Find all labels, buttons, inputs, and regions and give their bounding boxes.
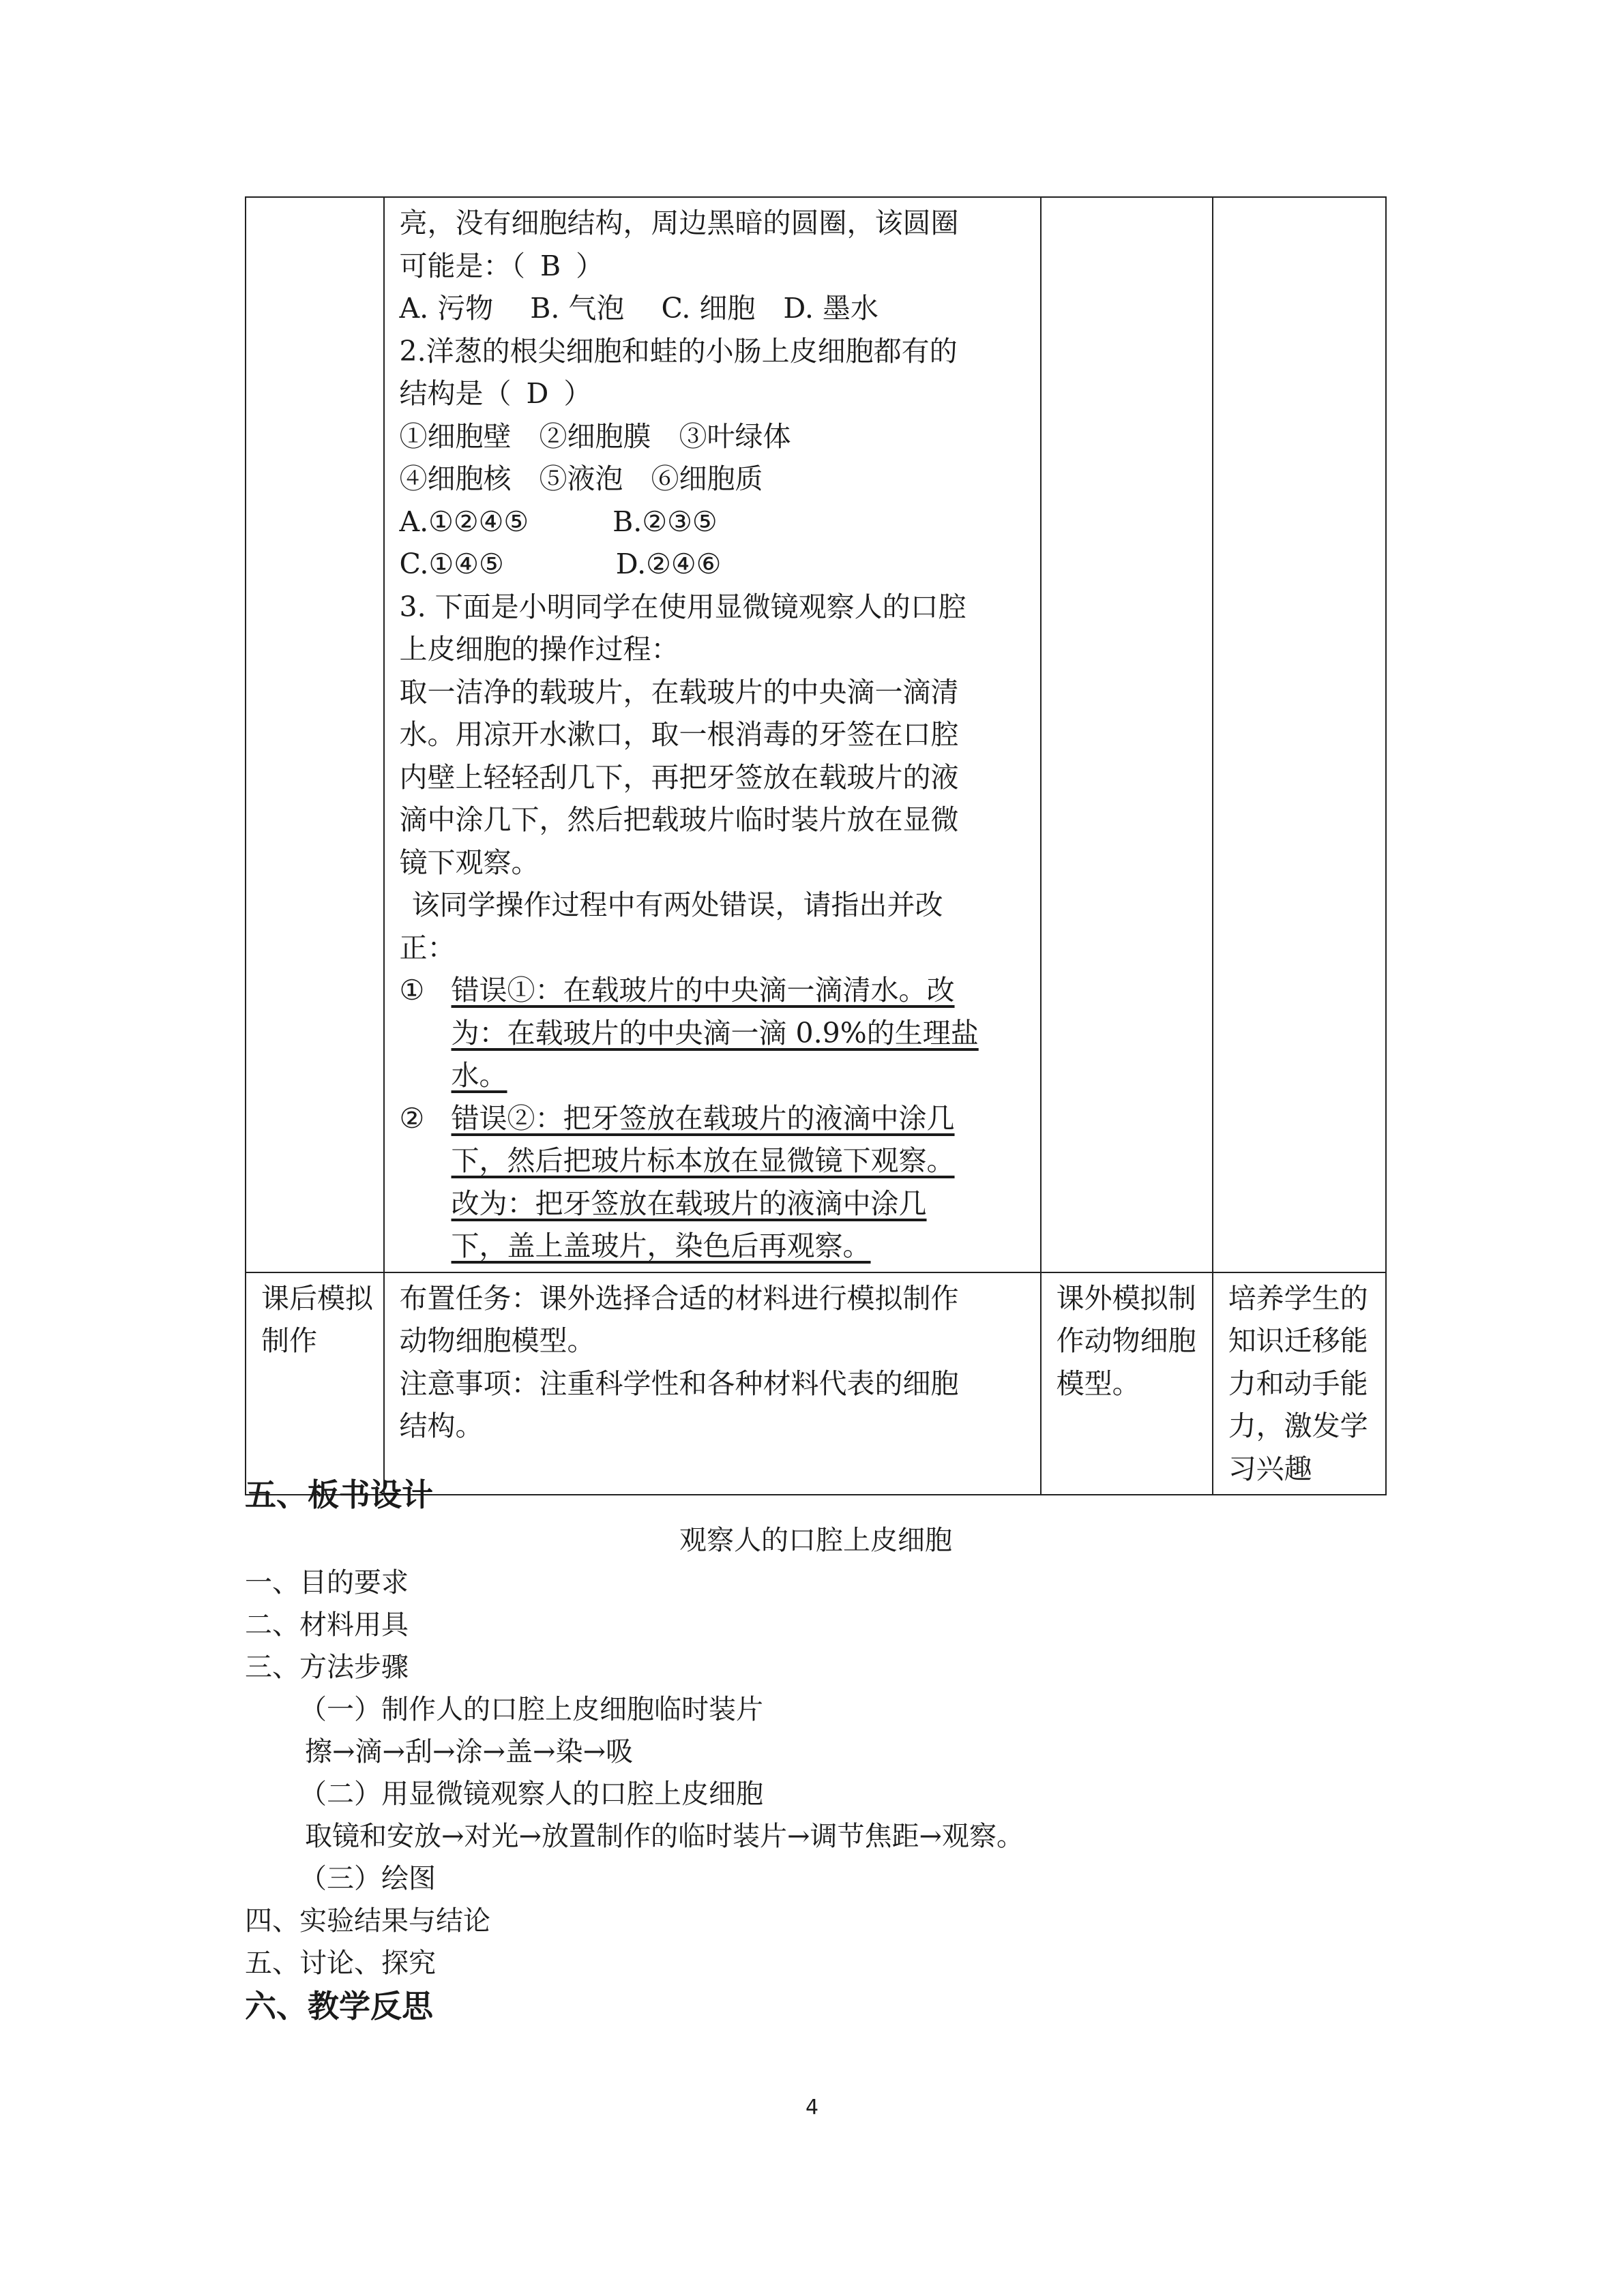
stage-cell bbox=[246, 197, 384, 1272]
section-heading: 五、板书设计 bbox=[245, 1476, 433, 1513]
board-line: （一）制作人的口腔上皮细胞临时装片 bbox=[299, 1694, 763, 1725]
q2-answer: D bbox=[526, 377, 549, 410]
error-text: 下，盖上盖玻片，染色后再观察。 bbox=[451, 1229, 871, 1262]
board-line: 取镜和安放→对光→放置制作的临时装片→调节焦距→观察。 bbox=[305, 1821, 1024, 1852]
teaching-content-cell: 布置任务：课外选择合适的材料进行模拟制作 动物细胞模型。 注意事项：注重科学性和各种材料代表的细胞 结构。 bbox=[384, 1272, 1041, 1495]
board-line: （二）用显微镜观察人的口腔上皮细胞 bbox=[299, 1778, 763, 1810]
error-number: ② bbox=[399, 1101, 425, 1135]
q3-line: 取一洁净的载玻片，在载玻片的中央滴一滴清 bbox=[399, 675, 959, 709]
board-line: 四、实验结果与结论 bbox=[245, 1905, 490, 1937]
section-heading: 六、教学反思 bbox=[245, 1988, 433, 2025]
error-text: 下，然后把玻片标本放在显微镜下观察。 bbox=[451, 1144, 955, 1177]
q2-items: ④细胞核 ⑤液泡 ⑥细胞质 bbox=[399, 462, 763, 495]
q1-options: A. 污物 B. 气泡 C. 细胞 D. 墨水 bbox=[399, 292, 879, 325]
q3-line: 水。用凉开水漱口，取一根消毒的牙签在口腔 bbox=[399, 718, 959, 751]
q1-text-line: 亮，没有细胞结构，周边黑暗的圆圈，该圆圈 bbox=[399, 207, 959, 239]
q1-question-line: 可能是：（ B ） bbox=[400, 245, 1025, 288]
student-activity-cell bbox=[1041, 197, 1213, 1272]
error-text: 错误②：把牙签放在载玻片的液滴中涂几 bbox=[451, 1101, 955, 1135]
q3-line: 滴中涂几下，然后把载玻片临时装片放在显微 bbox=[399, 803, 959, 836]
teaching-content-cell bbox=[384, 197, 1041, 1272]
design-intent-cell: 培养学生的 知识迁移能 力和动手能 力，激发学 习兴趣 bbox=[1213, 1272, 1386, 1495]
board-line: 擦→滴→刮→涂→盖→染→吸 bbox=[305, 1736, 634, 1768]
table-row bbox=[246, 197, 1386, 1272]
q3-line: 内壁上轻轻刮几下，再把牙签放在载玻片的液 bbox=[399, 760, 959, 794]
lesson-plan-table bbox=[245, 196, 1387, 1495]
q2-question-line: 结构是（ D ） bbox=[400, 372, 1025, 415]
board-line: 三、方法步骤 bbox=[245, 1652, 409, 1683]
error-item-2 bbox=[400, 1097, 1025, 1268]
error-text: 改为：把牙签放在载玻片的液滴中涂几 bbox=[451, 1187, 927, 1220]
q1-answer: B bbox=[540, 249, 561, 282]
error-text: 错误①：在载玻片的中央滴一滴清水。改 bbox=[451, 974, 955, 1007]
board-line: 五、讨论、探究 bbox=[245, 1948, 436, 1979]
page-number: 4 bbox=[805, 2096, 819, 2119]
board-title: 观察人的口腔上皮细胞 bbox=[679, 1525, 952, 1556]
q2-items: ①细胞壁 ②细胞膜 ③叶绿体 bbox=[399, 419, 791, 453]
design-intent-cell bbox=[1213, 197, 1386, 1272]
q2-options: A.①②④⑤ B.②③⑤ bbox=[399, 505, 718, 538]
stage-cell: 课后模拟 制作 bbox=[246, 1272, 384, 1495]
q3-line: 3. 下面是小明同学在使用显微镜观察人的口腔 bbox=[399, 590, 966, 623]
error-text: 为：在载玻片的中央滴一滴 0.9%的生理盐 bbox=[451, 1016, 979, 1049]
board-line: （三）绘图 bbox=[299, 1863, 436, 1894]
board-line: 二、材料用具 bbox=[245, 1609, 409, 1641]
board-line: 一、目的要求 bbox=[245, 1567, 409, 1598]
q2-options: C.①④⑤ D.②④⑥ bbox=[399, 548, 722, 580]
table-row bbox=[246, 1272, 1386, 1495]
q3-line: 上皮细胞的操作过程： bbox=[399, 633, 679, 666]
q2-line: 2.洋葱的根尖细胞和蛙的小肠上皮细胞都有的 bbox=[399, 334, 958, 368]
q3-prompt: 该同学操作过程中有两处错误，请指出并改 bbox=[411, 889, 943, 921]
q3-prompt: 正： bbox=[399, 931, 456, 964]
error-number: ① bbox=[399, 974, 425, 1007]
board-design-section bbox=[245, 1473, 1387, 2028]
error-text: 水。 bbox=[451, 1059, 507, 1092]
student-activity-cell: 课外模拟制 作动物细胞 模型。 bbox=[1041, 1272, 1213, 1495]
q3-line: 镜下观察。 bbox=[399, 846, 540, 879]
error-item-1 bbox=[400, 969, 1025, 1097]
